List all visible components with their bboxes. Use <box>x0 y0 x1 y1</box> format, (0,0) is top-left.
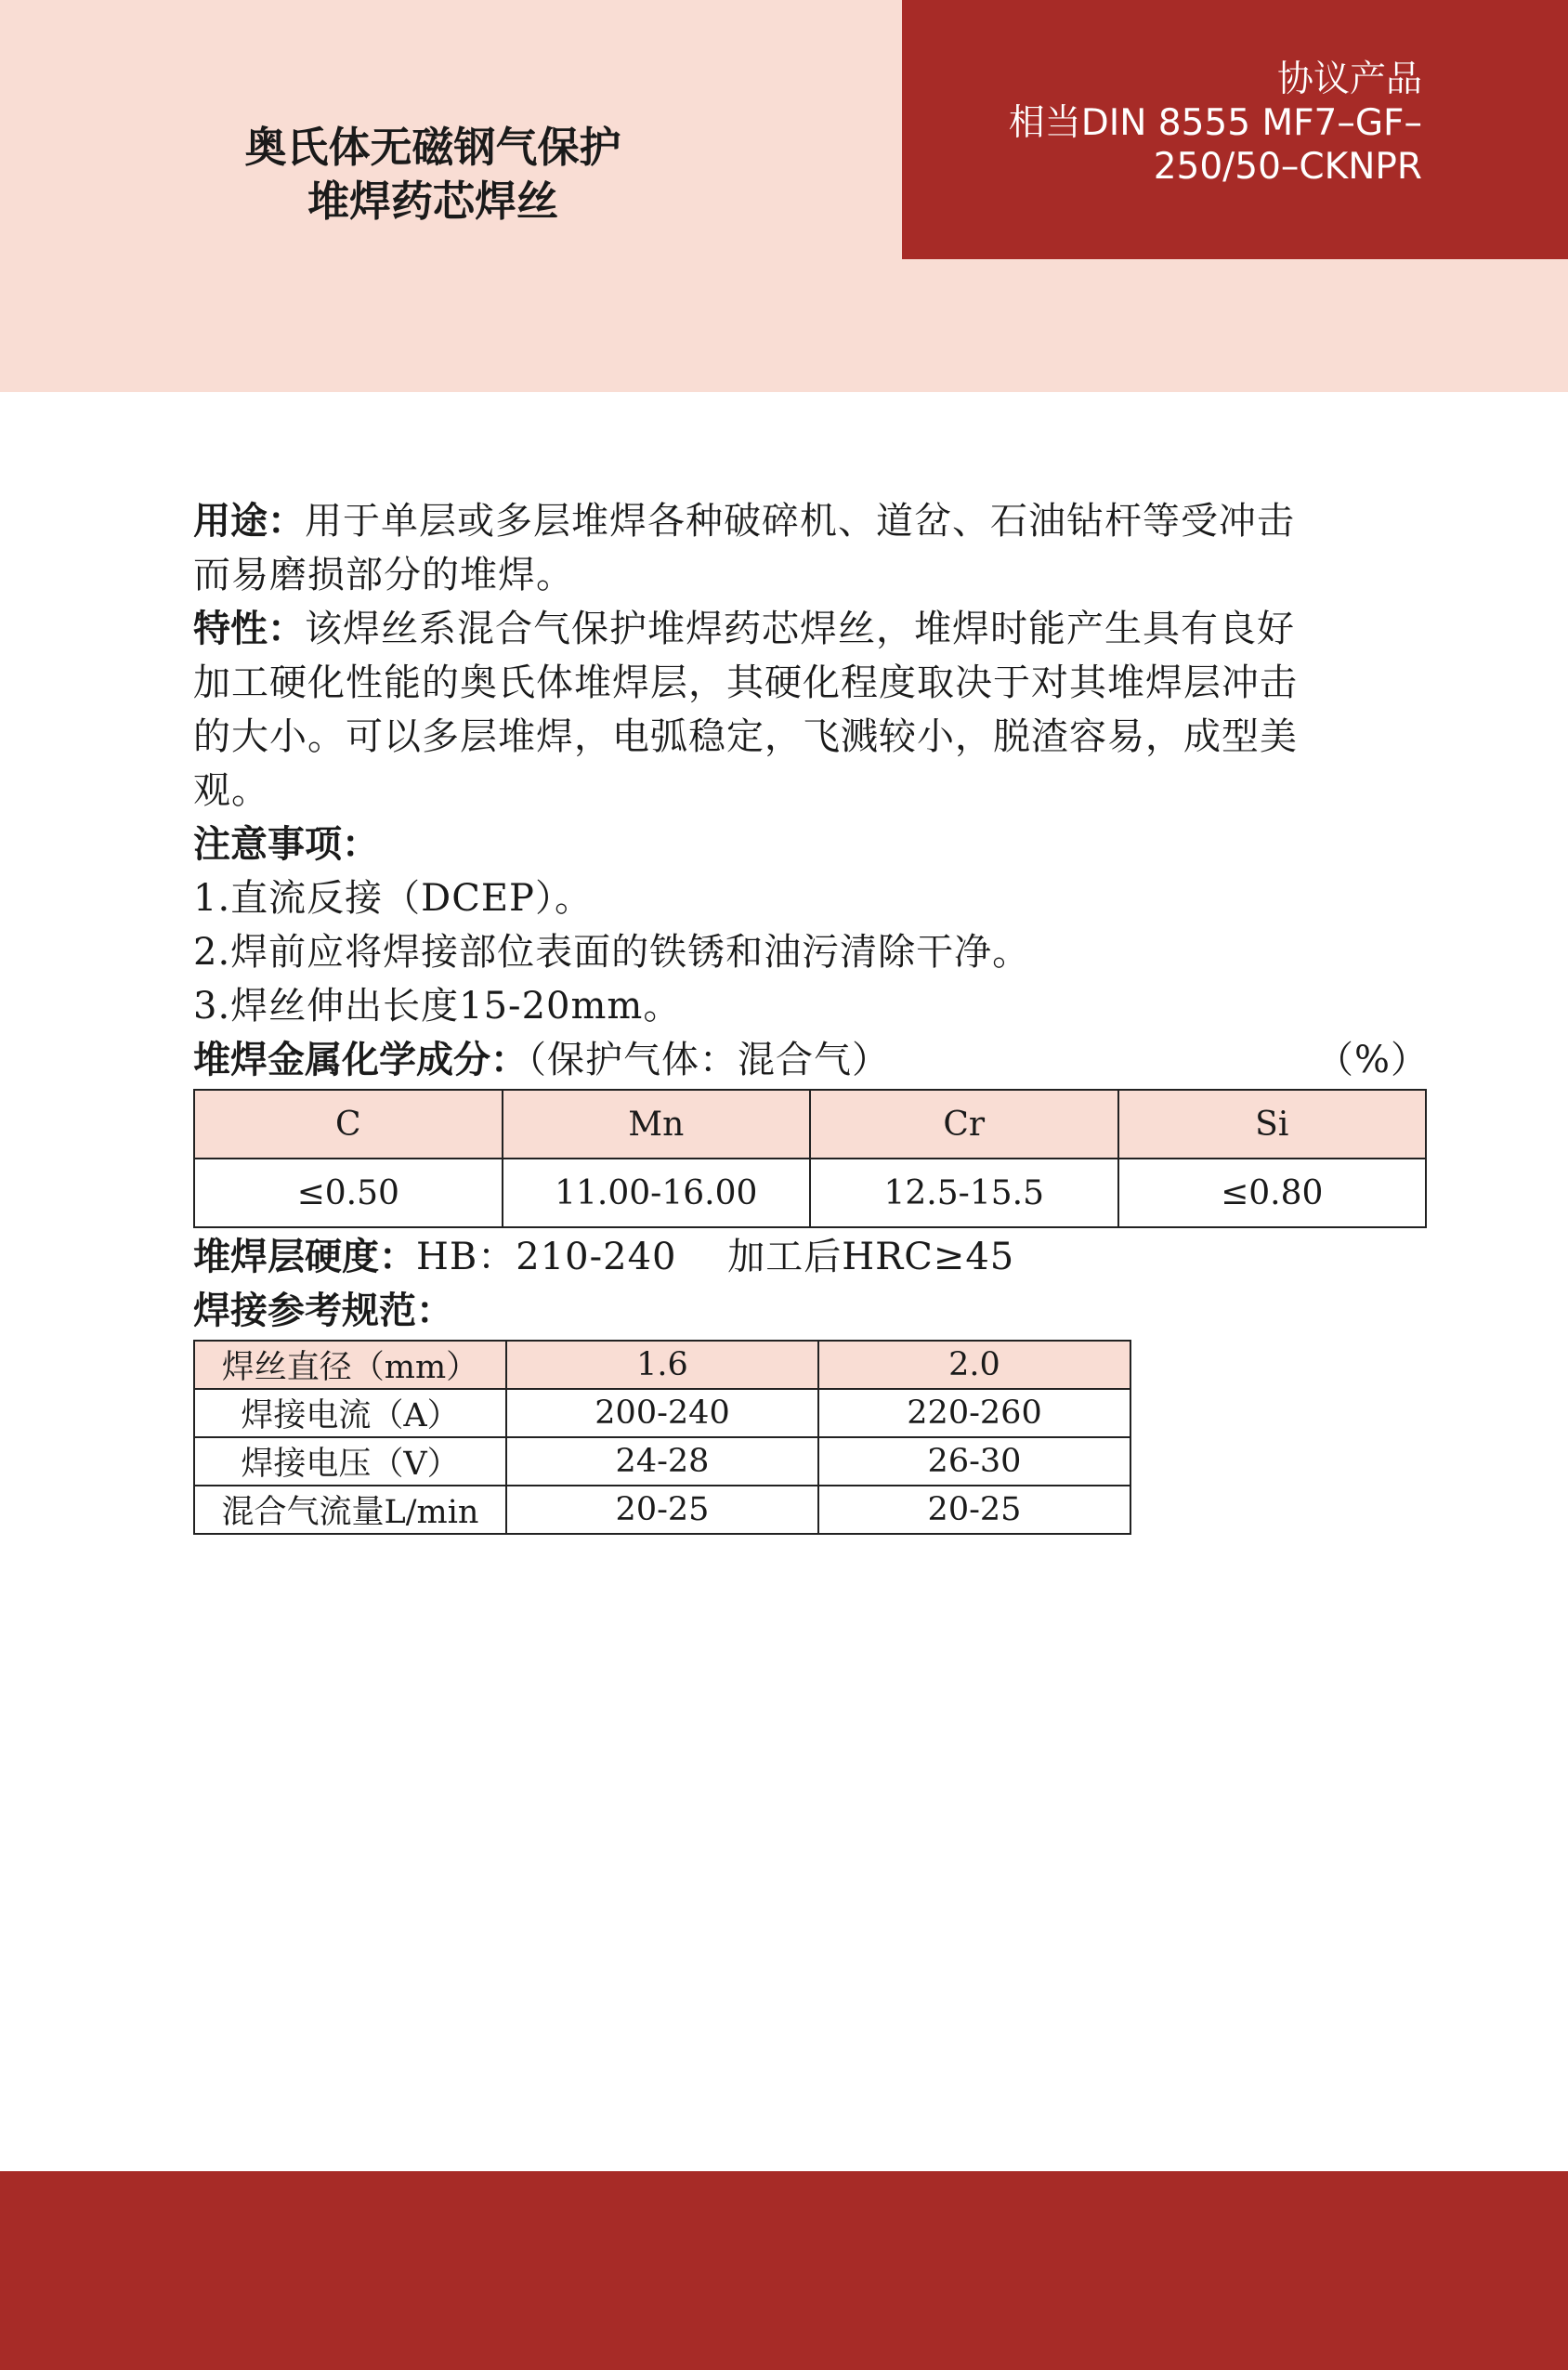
welding-cell: 200-240 <box>506 1389 818 1437</box>
composition-label: 堆焊金属化学成分： <box>193 1039 528 1081</box>
welding-cell: 26-30 <box>818 1437 1130 1486</box>
composition-header-cell: Cr <box>810 1090 1118 1159</box>
welding-row <box>194 1486 1130 1534</box>
features-label: 特性： <box>193 608 305 650</box>
badge-line1: 协议产品 <box>1276 59 1422 100</box>
welding-header-row <box>194 1341 1130 1389</box>
notes-label: 注意事项： <box>193 823 379 866</box>
composition-table <box>193 1089 1427 1228</box>
features-line1 <box>193 602 1429 656</box>
composition-header-row <box>194 1090 1426 1159</box>
welding-table <box>193 1340 1131 1535</box>
welding-cell: 2.0 <box>818 1341 1130 1389</box>
welding-cell: 20-25 <box>506 1486 818 1534</box>
welding-cell: 24-28 <box>506 1437 818 1486</box>
composition-value-cell: 12.5-15.5 <box>810 1159 1118 1227</box>
composition-value-cell: ≤0.50 <box>194 1159 503 1227</box>
usage-text-1: 用于单层或多层堆焊各种破碎机、道岔、石油钻杆等受冲击 <box>305 500 1295 543</box>
composition-value-cell: 11.00-16.00 <box>503 1159 811 1227</box>
composition-header-cell: Si <box>1118 1090 1427 1159</box>
usage-line1 <box>193 494 1429 548</box>
hardness-label: 堆焊层硬度： <box>193 1236 416 1278</box>
product-title <box>149 121 717 229</box>
welding-cell: 焊丝直径（mm） <box>194 1341 506 1389</box>
welding-cell: 1.6 <box>506 1341 818 1389</box>
welding-row <box>194 1389 1130 1437</box>
composition-heading <box>193 1033 1429 1087</box>
composition-unit: （%） <box>1315 1039 1429 1081</box>
welding-cell: 220-260 <box>818 1389 1130 1437</box>
note-item: 3.焊丝伸出长度15-20mm。 <box>193 985 682 1028</box>
badge-line3: 250/50–CKNPR <box>1153 146 1422 188</box>
footer-band <box>0 2171 1568 2370</box>
product-title-line2: 堆焊药芯焊丝 <box>307 177 558 226</box>
hardness-line <box>193 1230 1429 1284</box>
composition-condition: （保护气体：混合气） <box>528 1039 890 1081</box>
features-text-1: 该焊丝系混合气保护堆焊药芯焊丝，堆焊时能产生具有良好 <box>305 608 1295 650</box>
usage-line2: 而易磨损部分的堆焊。 <box>193 554 574 596</box>
note-item: 2.焊前应将焊接部位表面的铁锈和油污清除干净。 <box>193 931 1031 974</box>
features-line2: 加工硬化性能的奥氏体堆焊层，其硬化程度取决于对其堆焊层冲击 <box>193 661 1298 704</box>
features-line3: 的大小。可以多层堆焊，电弧稳定，飞溅较小，脱渣容易，成型美 <box>193 715 1298 758</box>
usage-label: 用途： <box>193 500 305 543</box>
features-line4: 观。 <box>193 769 269 812</box>
welding-row <box>194 1437 1130 1486</box>
note-item: 1.直流反接（DCEP）。 <box>193 877 593 920</box>
product-badge <box>902 0 1568 259</box>
welding-cell: 焊接电压（V） <box>194 1437 506 1486</box>
welding-cell: 20-25 <box>818 1486 1130 1534</box>
welding-cell: 焊接电流（A） <box>194 1389 506 1437</box>
main-content <box>193 494 1429 1535</box>
composition-header-cell: Mn <box>503 1090 811 1159</box>
welding-cell: 混合气流量L/min <box>194 1486 506 1534</box>
composition-value-cell: ≤0.80 <box>1118 1159 1427 1227</box>
hardness-value: HB：210-240 加工后HRC≥45 <box>416 1236 1015 1278</box>
badge-text <box>1009 58 1422 189</box>
composition-value-row <box>194 1159 1426 1227</box>
badge-line2: 相当DIN 8555 MF7–GF– <box>1008 102 1422 144</box>
composition-header-cell: C <box>194 1090 503 1159</box>
welding-label: 焊接参考规范： <box>193 1290 453 1332</box>
product-title-line1: 奥氏体无磁钢气保护 <box>244 123 621 172</box>
